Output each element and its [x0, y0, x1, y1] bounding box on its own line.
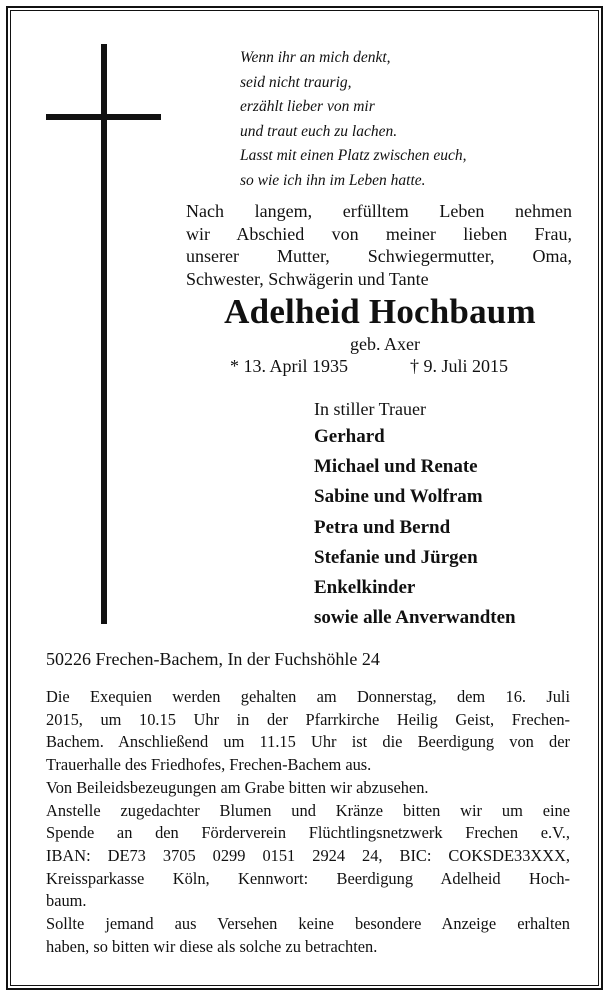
- cross-icon-bar: [46, 114, 161, 120]
- notice-line: Kreissparkasse Köln, Kennwort: Beerdigung Adelheid Hoch-: [46, 868, 570, 888]
- poem: [240, 46, 580, 194]
- notice-line: haben, so bitten wir diese als solche zu betrachten.: [46, 936, 378, 956]
- funeral-notice: [46, 686, 570, 958]
- notice-line: Trauerhalle des Friedhofes, Frechen-Bachem aus.: [46, 755, 372, 775]
- death-date: † 9. Juli 2015: [410, 356, 509, 376]
- notice-line: Sollte jemand aus Versehen keine besondere Anzeige erhalten: [46, 914, 570, 934]
- intro-line: Nach langem, erfülltem Leben nehmen: [186, 201, 572, 221]
- mourner-name: sowie alle Anverwandten: [314, 607, 516, 629]
- mourners-list: [314, 396, 604, 633]
- notice-line: Anstelle zugedachter Blumen und Kränze bitten wir um eine: [46, 800, 570, 820]
- notice-line: Spende an den Förderverein Flüchtlingsnetzwerk Frechen e.V.,: [46, 823, 570, 843]
- intro-line: wir Abschied von meiner lieben Frau,: [186, 223, 572, 244]
- notice-line: baum.: [46, 891, 87, 911]
- poem-line: Lasst mit einen Platz zwischen euch,: [240, 147, 467, 165]
- poem-line: Wenn ihr an mich denkt,: [240, 49, 391, 66]
- mourner-name: Stefanie und Jürgen: [314, 546, 478, 568]
- mourner-name: Enkelkinder: [314, 577, 416, 599]
- cross-icon: [101, 44, 107, 624]
- notice-line: Von Beileidsbezeugungen am Grabe bitten wir abzusehen.: [46, 777, 429, 797]
- birth-name: geb. Axer: [350, 334, 420, 354]
- poem-line: seid nicht traurig,: [240, 73, 352, 91]
- mourner-name: Gerhard: [314, 426, 385, 447]
- notice-line: Bachem. Anschließend um 11.15 Uhr ist die Beerdigung von der: [46, 732, 570, 752]
- mourner-name: Michael und Renate: [314, 456, 478, 478]
- deceased-name: Adelheid Hochbaum: [224, 292, 536, 331]
- notice-line: Die Exequien werden gehalten am Donnerstag, dem 16. Juli: [46, 687, 570, 706]
- mourners-lead: In stiller Trauer: [314, 399, 426, 419]
- mourner-name: Petra und Bernd: [314, 516, 451, 538]
- address: 50226 Frechen-Bachem, In der Fuchshöhle 24: [46, 649, 380, 669]
- poem-line: und traut euch zu lachen.: [240, 122, 398, 140]
- poem-line: so wie ich ihn im Leben hatte.: [240, 171, 426, 189]
- notice-line: IBAN: DE73 3705 0299 0151 2924 24, BIC: COKSDE33XXX,: [46, 845, 570, 865]
- poem-line: erzählt lieber von mir: [240, 98, 375, 116]
- birth-date: * 13. April 1935: [230, 356, 349, 376]
- intro-text: [186, 200, 572, 290]
- mourner-name: Sabine und Wolfram: [314, 486, 483, 508]
- intro-line: unserer Mutter, Schwiegermutter, Oma,: [186, 246, 572, 266]
- intro-line: Schwester, Schwägerin und Tante: [186, 268, 429, 289]
- notice-line: 2015, um 10.15 Uhr in der Pfarrkirche Heilig Geist, Frechen-: [46, 709, 570, 729]
